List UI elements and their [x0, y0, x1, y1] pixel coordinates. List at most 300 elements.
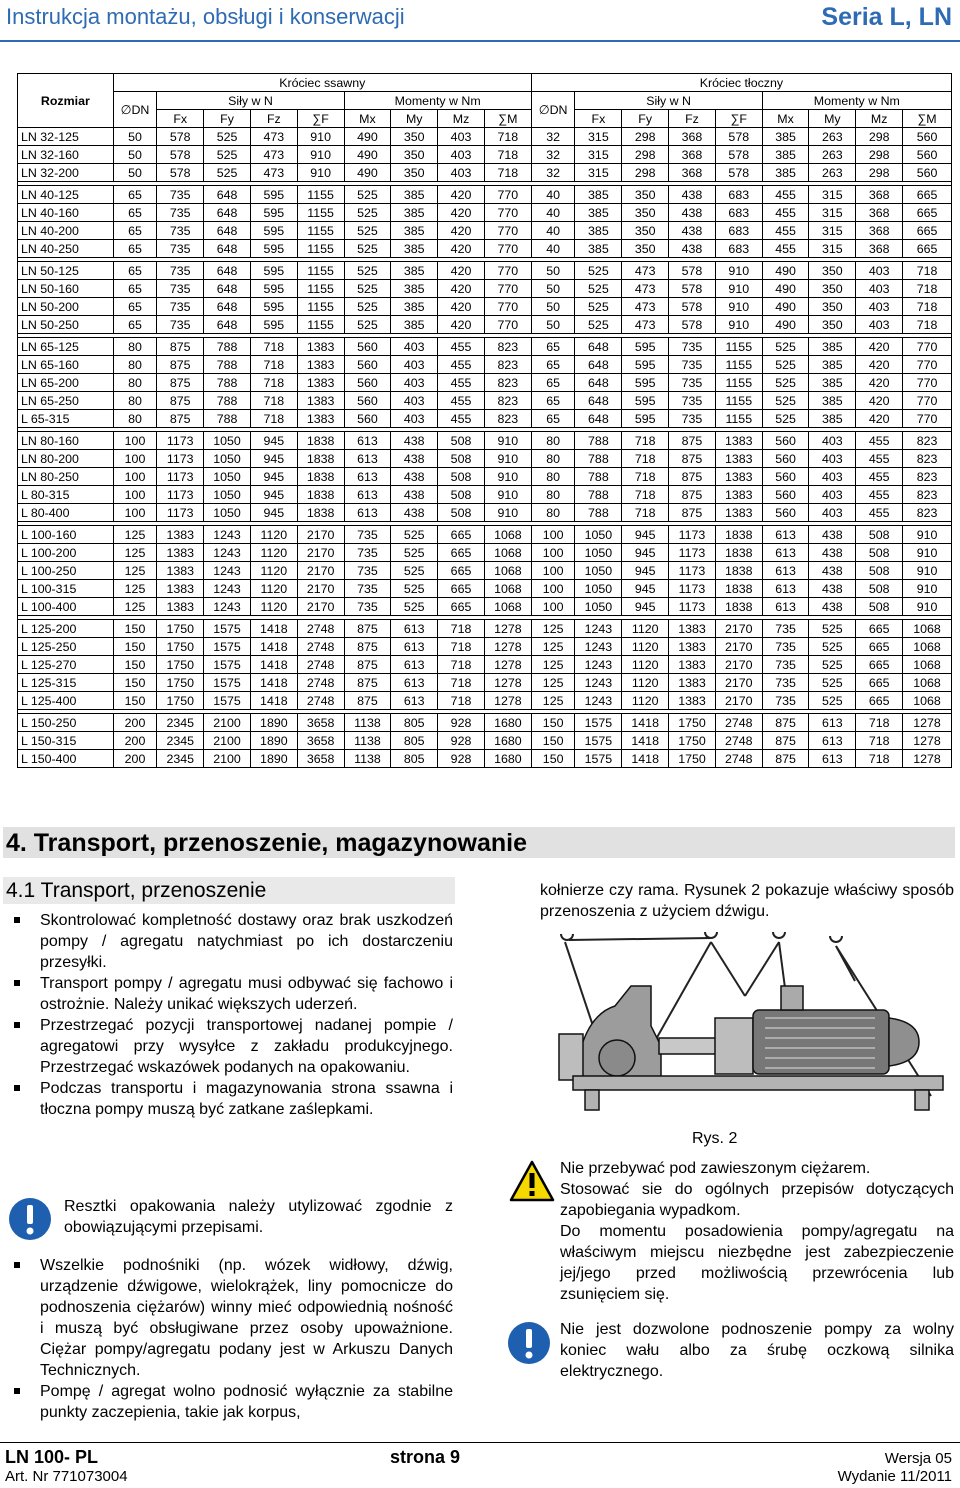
col-my: My [809, 110, 856, 128]
table-cell: 298 [622, 164, 669, 182]
table-cell: 735 [157, 204, 204, 222]
table-cell: 648 [575, 374, 622, 392]
table-cell: 875 [344, 620, 391, 638]
table-cell: 648 [204, 298, 251, 316]
table-cell: 560 [903, 146, 952, 164]
table-cell: 315 [809, 240, 856, 258]
table-cell: 438 [669, 222, 716, 240]
table-cell: 1575 [204, 620, 251, 638]
table-cell: 150 [113, 638, 157, 656]
table-cell: 735 [669, 356, 716, 374]
table-cell: 385 [809, 410, 856, 428]
table-cell: 1120 [622, 638, 669, 656]
table-cell: 420 [856, 338, 903, 356]
table-cell: L 100-160 [18, 526, 114, 544]
table-cell: 80 [531, 468, 575, 486]
table-row [18, 638, 952, 656]
table-cell: 490 [762, 298, 809, 316]
table-cell: 910 [484, 450, 531, 468]
col-my: My [391, 110, 438, 128]
table-cell: 385 [391, 262, 438, 280]
table-cell: 525 [762, 392, 809, 410]
table-cell: 525 [344, 222, 391, 240]
table-cell: L 150-315 [18, 732, 114, 750]
table-cell: 455 [438, 356, 485, 374]
table-cell: 385 [575, 240, 622, 258]
table-cell: 1680 [484, 750, 531, 768]
table-cell: 1838 [715, 526, 762, 544]
table-cell: 125 [113, 580, 157, 598]
table-cell: 403 [809, 468, 856, 486]
table-cell: 613 [391, 692, 438, 710]
footer-article: Art. Nr 771073004 [5, 1468, 128, 1485]
table-row [18, 468, 952, 486]
table-cell: 525 [344, 280, 391, 298]
col-sum-f: ∑F [715, 110, 762, 128]
table-cell: 1173 [669, 544, 716, 562]
table-cell: 665 [903, 204, 952, 222]
table-cell: 1383 [715, 432, 762, 450]
table-cell: 2748 [715, 714, 762, 732]
table-cell: 525 [204, 164, 251, 182]
table-cell: 875 [344, 692, 391, 710]
table-cell: 1050 [575, 562, 622, 580]
table-cell: 420 [856, 392, 903, 410]
table-cell: 525 [391, 580, 438, 598]
table-cell: 735 [157, 298, 204, 316]
table-cell: 665 [903, 240, 952, 258]
table-cell: 315 [575, 128, 622, 146]
table-cell: 403 [438, 128, 485, 146]
table-cell: 910 [903, 580, 952, 598]
table-cell: 40 [531, 186, 575, 204]
table-cell: 910 [715, 316, 762, 334]
table-cell: 613 [391, 674, 438, 692]
col-sum-m: ∑M [903, 110, 952, 128]
table-cell: 2100 [204, 714, 251, 732]
table-cell: 1383 [297, 338, 344, 356]
table-cell: 560 [762, 450, 809, 468]
table-cell: 560 [762, 504, 809, 522]
left-column-bullets-a [6, 910, 453, 1120]
table-cell: L 80-315 [18, 486, 114, 504]
warning-triangle-icon [509, 1160, 555, 1202]
table-cell: 945 [250, 450, 297, 468]
table-cell: 770 [903, 338, 952, 356]
table-cell: 385 [575, 222, 622, 240]
table-cell: 1173 [669, 598, 716, 616]
table-cell: 945 [622, 580, 669, 598]
table-cell: 875 [157, 410, 204, 428]
table-cell: 1155 [297, 186, 344, 204]
table-cell: L 125-270 [18, 656, 114, 674]
table-cell: 613 [762, 580, 809, 598]
table-cell: 525 [344, 240, 391, 258]
table-cell: 403 [391, 410, 438, 428]
table-cell: 1838 [297, 504, 344, 522]
table-cell: 735 [762, 656, 809, 674]
table-cell: 385 [391, 186, 438, 204]
table-cell: 1383 [157, 598, 204, 616]
table-cell: 945 [250, 504, 297, 522]
table-cell: 263 [809, 164, 856, 182]
table-cell: 718 [622, 468, 669, 486]
table-cell: 455 [856, 468, 903, 486]
table-cell: 875 [762, 750, 809, 768]
table-cell: 1068 [903, 674, 952, 692]
table-cell: 350 [809, 316, 856, 334]
col-fy: Fy [204, 110, 251, 128]
table-cell: 1750 [157, 674, 204, 692]
table-cell: 1838 [715, 580, 762, 598]
table-cell: 525 [344, 316, 391, 334]
table-cell: 1120 [622, 674, 669, 692]
table-cell: 2170 [715, 638, 762, 656]
table-cell: 1155 [297, 240, 344, 258]
table-cell: 1575 [204, 692, 251, 710]
table-cell: 648 [575, 392, 622, 410]
table-cell: 263 [809, 146, 856, 164]
table-cell: 525 [391, 544, 438, 562]
table-cell: 150 [531, 750, 575, 768]
table-cell: L 125-200 [18, 620, 114, 638]
table-cell: 403 [438, 146, 485, 164]
table-cell: 595 [250, 222, 297, 240]
table-cell: 1575 [575, 732, 622, 750]
table-cell: LN 40-125 [18, 186, 114, 204]
table-cell: 80 [531, 504, 575, 522]
table-cell: 403 [391, 374, 438, 392]
table-cell: 1068 [484, 580, 531, 598]
header-right-title: Seria L, LN [821, 3, 952, 31]
table-cell: 368 [669, 128, 716, 146]
table-cell: 403 [391, 392, 438, 410]
table-cell: 788 [204, 374, 251, 392]
table-cell: 2170 [715, 674, 762, 692]
table-cell: 1278 [484, 674, 531, 692]
table-cell: 718 [484, 146, 531, 164]
table-cell: 595 [250, 280, 297, 298]
discharge-dn-header: ∅DN [531, 92, 575, 128]
table-cell: 595 [250, 186, 297, 204]
table-cell: 455 [856, 504, 903, 522]
list-item: Transport pompy / agregatu musi odbywać się fachowo i ostrożnie. Należy unikać większych uderzeń. [6, 973, 453, 1015]
table-cell: 1750 [157, 692, 204, 710]
table-cell: 2170 [297, 544, 344, 562]
table-cell: 735 [344, 598, 391, 616]
table-cell: 50 [113, 146, 157, 164]
table-cell: 560 [344, 374, 391, 392]
table-cell: 945 [250, 468, 297, 486]
table-cell: 1173 [157, 486, 204, 504]
table-cell: 613 [762, 544, 809, 562]
table-cell: 100 [113, 486, 157, 504]
table-cell: 875 [669, 468, 716, 486]
table-cell: 438 [809, 562, 856, 580]
table-cell: 438 [669, 186, 716, 204]
table-cell: 1155 [715, 392, 762, 410]
table-cell: 1243 [204, 526, 251, 544]
table-cell: 403 [391, 356, 438, 374]
table-cell: 1575 [575, 750, 622, 768]
table-cell: 525 [809, 656, 856, 674]
table-cell: 1890 [250, 732, 297, 750]
table-cell: 1838 [715, 562, 762, 580]
table-cell: 578 [715, 164, 762, 182]
table-body [18, 128, 952, 768]
table-cell: 315 [809, 186, 856, 204]
table-cell: 65 [113, 240, 157, 258]
table-cell: 473 [250, 164, 297, 182]
table-cell: 910 [297, 164, 344, 182]
table-cell: 665 [438, 580, 485, 598]
table-cell: 1838 [297, 450, 344, 468]
table-cell: 455 [438, 374, 485, 392]
table-cell: 150 [113, 656, 157, 674]
col-sum-f: ∑F [297, 110, 344, 128]
table-cell: 665 [856, 638, 903, 656]
discharge-moments-header: Momenty w Nm [762, 92, 951, 110]
table-cell: 823 [484, 338, 531, 356]
table-cell: 525 [762, 410, 809, 428]
table-cell: 200 [113, 732, 157, 750]
footer-version: Wersja 05 [884, 1450, 952, 1467]
table-row [18, 656, 952, 674]
table-cell: 100 [113, 504, 157, 522]
table-cell: 578 [669, 280, 716, 298]
table-row [18, 598, 952, 616]
table-cell: 648 [575, 356, 622, 374]
table-cell: 40 [531, 222, 575, 240]
table-cell: 3658 [297, 750, 344, 768]
table-cell: 1243 [204, 544, 251, 562]
table-cell: 100 [531, 526, 575, 544]
table-cell: 455 [856, 486, 903, 504]
table-cell: 420 [438, 240, 485, 258]
table-cell: 1838 [715, 544, 762, 562]
suction-nozzle-header: Króciec ssawny [113, 74, 531, 92]
table-row [18, 128, 952, 146]
table-cell: 823 [484, 374, 531, 392]
col-fx: Fx [575, 110, 622, 128]
table-cell: 298 [856, 146, 903, 164]
table-cell: 1068 [484, 526, 531, 544]
table-cell: 1173 [157, 504, 204, 522]
list-item: Pompę / agregat wolno podnosić wyłącznie za stabilne punkty zaczepienia, takie jak korpus, [6, 1381, 453, 1423]
table-cell: 595 [250, 240, 297, 258]
table-cell: 1050 [575, 580, 622, 598]
table-cell: LN 65-200 [18, 374, 114, 392]
table-cell: 1383 [715, 468, 762, 486]
table-cell: 298 [856, 164, 903, 182]
table-cell: 910 [297, 128, 344, 146]
table-cell: 315 [809, 204, 856, 222]
table-cell: 473 [622, 298, 669, 316]
table-cell: 1243 [575, 638, 622, 656]
table-cell: 508 [438, 486, 485, 504]
table-cell: 1050 [575, 544, 622, 562]
table-cell: 560 [344, 410, 391, 428]
table-cell: 1838 [715, 598, 762, 616]
table-cell: 1155 [715, 338, 762, 356]
table-cell: 1680 [484, 732, 531, 750]
table-cell: 65 [113, 280, 157, 298]
table-cell: 65 [113, 222, 157, 240]
table-cell: L 150-250 [18, 714, 114, 732]
table-cell: 735 [157, 222, 204, 240]
table-row [18, 544, 952, 562]
table-cell: 1278 [484, 638, 531, 656]
table-cell: 490 [344, 128, 391, 146]
table-cell: 368 [669, 164, 716, 182]
table-cell: 508 [856, 526, 903, 544]
table-cell: 910 [484, 486, 531, 504]
table-cell: 438 [809, 580, 856, 598]
table-cell: LN 40-250 [18, 240, 114, 258]
table-cell: 910 [715, 280, 762, 298]
table-cell: 560 [903, 164, 952, 182]
table-cell: 578 [669, 316, 716, 334]
table-cell: L 125-250 [18, 638, 114, 656]
table-cell: 525 [344, 262, 391, 280]
table-row [18, 298, 952, 316]
table-cell: 298 [622, 128, 669, 146]
table-cell: 525 [809, 674, 856, 692]
table-cell: 613 [344, 450, 391, 468]
table-cell: 578 [157, 164, 204, 182]
header-divider [0, 40, 960, 42]
table-cell: 2170 [297, 562, 344, 580]
table-cell: 945 [622, 598, 669, 616]
table-cell: 735 [669, 392, 716, 410]
table-row [18, 562, 952, 580]
exclamation-icon [507, 1321, 551, 1365]
table-cell: 665 [856, 674, 903, 692]
table-cell: 1155 [715, 410, 762, 428]
table-cell: 578 [669, 262, 716, 280]
table-cell: 1750 [157, 656, 204, 674]
table-cell: 50 [531, 280, 575, 298]
table-cell: 1383 [715, 504, 762, 522]
table-row [18, 262, 952, 280]
table-cell: 910 [903, 526, 952, 544]
table-cell: 2345 [157, 732, 204, 750]
table-cell: 1278 [484, 656, 531, 674]
table-cell: 1418 [250, 656, 297, 674]
table-cell: 385 [809, 374, 856, 392]
table-row [18, 164, 952, 182]
table-cell: 455 [438, 410, 485, 428]
section-title: 4. Transport, przenoszenie, magazynowanie [6, 829, 527, 857]
table-cell: 770 [903, 356, 952, 374]
table-cell: 910 [903, 598, 952, 616]
table-cell: 32 [531, 164, 575, 182]
table-cell: 910 [715, 298, 762, 316]
table-cell: 1278 [484, 692, 531, 710]
table-cell: 525 [575, 280, 622, 298]
table-cell: 788 [575, 504, 622, 522]
table-cell: 718 [438, 692, 485, 710]
table-cell: 1155 [297, 222, 344, 240]
table-cell: 385 [391, 240, 438, 258]
table-cell: 65 [531, 392, 575, 410]
table-cell: 2748 [297, 692, 344, 710]
table-cell: 1383 [669, 638, 716, 656]
table-row [18, 620, 952, 638]
table-cell: 1383 [715, 450, 762, 468]
table-cell: 1383 [157, 562, 204, 580]
table-cell: 788 [204, 392, 251, 410]
table-cell: 718 [250, 356, 297, 374]
table-cell: 438 [669, 240, 716, 258]
table-cell: 928 [438, 714, 485, 732]
table-cell: 100 [113, 468, 157, 486]
table-cell: 595 [622, 410, 669, 428]
table-cell: 1050 [204, 432, 251, 450]
table-cell: 1383 [297, 374, 344, 392]
table-cell: 438 [809, 544, 856, 562]
list-item: Skontrolować kompletność dostawy oraz brak uszkodzeń pompy / agregatu natychmiast po ich dostarczeniu przesyłki. [6, 910, 453, 973]
table-cell: 3658 [297, 714, 344, 732]
table-cell: 1243 [575, 656, 622, 674]
table-cell: 2170 [297, 598, 344, 616]
table-cell: 910 [903, 562, 952, 580]
footer-edition: Wydanie 11/2011 [837, 1468, 952, 1485]
table-cell: 420 [438, 204, 485, 222]
table-cell: 32 [531, 146, 575, 164]
right-intro-text: kołnierze czy rama. Rysunek 2 pokazuje właściwy sposób przenoszenia z użyciem dźwigu. [540, 882, 954, 920]
table-cell: 875 [762, 714, 809, 732]
table-cell: 385 [762, 164, 809, 182]
table-cell: 455 [762, 240, 809, 258]
table-cell: 735 [157, 240, 204, 258]
table-cell: 613 [809, 714, 856, 732]
table-cell: 2345 [157, 750, 204, 768]
table-cell: 665 [856, 620, 903, 638]
table-cell: 770 [903, 374, 952, 392]
table-cell: 788 [575, 450, 622, 468]
col-mz: Mz [856, 110, 903, 128]
table-cell: 80 [113, 338, 157, 356]
table-cell: 420 [438, 222, 485, 240]
table-cell: 508 [856, 562, 903, 580]
table-cell: 100 [113, 450, 157, 468]
table-cell: 2170 [715, 620, 762, 638]
table-cell: 1050 [204, 486, 251, 504]
table-cell: 40 [531, 240, 575, 258]
table-row [18, 750, 952, 768]
table-cell: 648 [204, 222, 251, 240]
table-cell: 735 [762, 638, 809, 656]
table-cell: 718 [484, 164, 531, 182]
table-cell: 1068 [903, 638, 952, 656]
table-cell: 1278 [903, 750, 952, 768]
table-cell: 718 [622, 432, 669, 450]
table-cell: 525 [809, 692, 856, 710]
table-cell: 525 [809, 638, 856, 656]
table-cell: 648 [204, 316, 251, 334]
table-row [18, 146, 952, 164]
table-cell: 735 [157, 316, 204, 334]
table-cell: LN 80-250 [18, 468, 114, 486]
table-cell: 1243 [575, 692, 622, 710]
table-cell: 665 [903, 186, 952, 204]
table-cell: 718 [438, 638, 485, 656]
table-cell: 438 [391, 450, 438, 468]
table-cell: 50 [531, 316, 575, 334]
table-cell: 473 [622, 316, 669, 334]
table-cell: 80 [531, 486, 575, 504]
